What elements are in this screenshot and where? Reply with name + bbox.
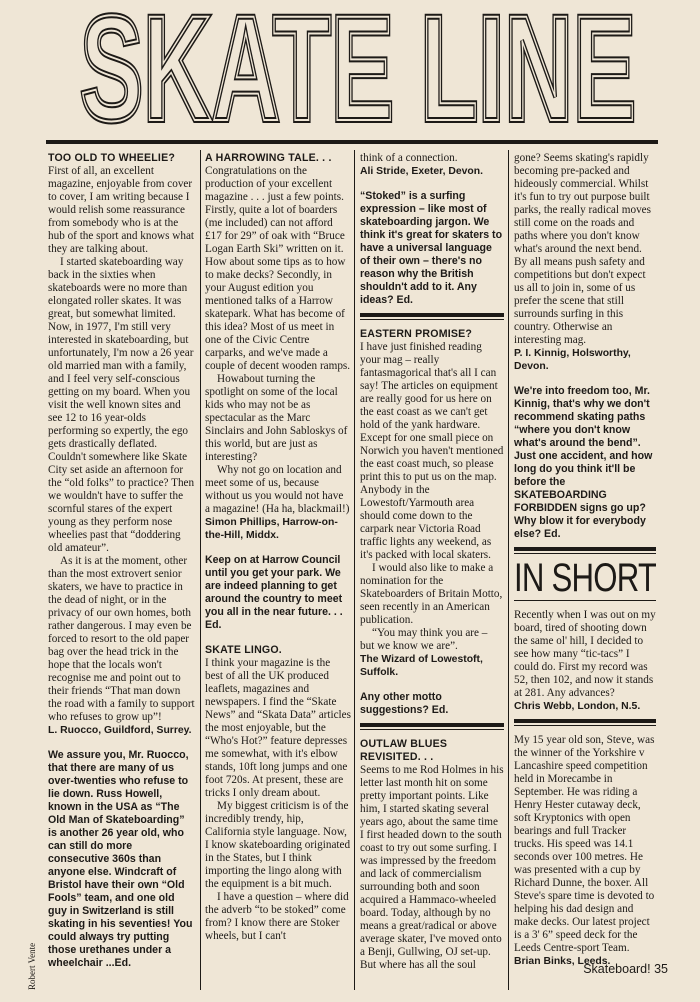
section-rule (360, 313, 504, 317)
letter-signature: L. Ruocco, Guildford, Surrey. (48, 725, 192, 736)
letter-body: Seems to me Rod Holmes in his letter last month hit on some pretty important points. Like him, I started skating several years ago, about the same time I first headed down to the south coast to try out some surfing. I was impressed by the freedom and lack of commercialism surrounding both and soon acquired a Hammaco-wheeled board. Today, although by no means a great/radical or above average skater, I've moved onto a Benji, Gullwing, OJ set-up. But where has all the soul (360, 764, 504, 971)
letter-body: gone? Seems skating's rapidly becoming pre-packed and hideously commercial. Whilst it's fun to try out purpose built parks, the really radical moves still come on the roads and paths where you don't know what's around the next bend. By all means push safety and competitions but don't expect us all to join in, some of us prefer the scene that still surrounds surfing in this country. Otherwise an interesting mag. (514, 152, 651, 346)
editor-reply: Any other motto suggestions? Ed. (360, 691, 449, 716)
letter-body: Why not go on location and meet some of us, because without us you would not have a magazine! (Ha ha, blackmail!) (205, 464, 350, 515)
top-rule (46, 140, 658, 144)
letter-body: Recently when I was out on my board, tired of shooting down the same ol' hill, I decided to see how many “tic-tacs” I could do. First my record was 52, then 102, and now it stands at 281. Any advances? (514, 609, 656, 699)
credit-text: Robert Vente (27, 942, 37, 990)
letter-body: Congratulations on the production of your excellent magazine . . . just a few points. Firstly, quite a lot of boarders (me included) can not afford £17 for 29” of oak with “Bruce Logan Earth Ski” written on it. How about some tips as to how to make decks? Secondly, in your August edition you mentioned talks of a Harrow skatepark. What has become of this idea? Most of us meet in one of the Civic Centre carparks, and we've made a couple of decent wooden ramps. (205, 165, 351, 372)
letter-body: I have a question – where did the adverb “to be stoked” come from? I know there are Stoker wheels, but I can't (205, 891, 349, 942)
section-rule (514, 719, 656, 723)
letter-body: I think your magazine is the best of all the UK produced leaflets, magazines and newspapers. I find the “Skate News” and “Skata Data” articles the most enjoyable, but the “Who's Hot?” feature depresses me somewhat, with it's elbow stands, 10ft long jumps and one foot 720s. At present, these are tricks I only dream about. (205, 657, 351, 799)
section-rule-thin (360, 319, 504, 320)
column-2 (205, 152, 351, 987)
letter-body: My biggest criticism is of the incredibly trendy, hip, California style language. Now, I know skateboarding originated in the States, but I think importing the lingo along with the equipment is a bit much. (205, 800, 351, 890)
letter-heading: A HARROWING TALE. . . (205, 152, 332, 164)
section-rule-thin (514, 553, 656, 554)
letter-heading: EASTERN PROMISE? (360, 328, 473, 340)
in-short-heading: IN SHORT (514, 556, 656, 600)
letter-body: I have just finished reading your mag – really fantasmagorical that's all I can say! The articles on equipment are really good for us here on the east coast as we can't get hold of the yank hardware. Except for one small piece on Norwich you haven't mentioned the east coast much, so please print this to put us on the map. Anybody in the Lowestoft/Yarmouth area should come down to the carpark near Victoria Road traffic lights any weekend, as it's packed with local skaters. (360, 341, 504, 561)
section-rule-thin (514, 725, 656, 726)
letter-signature: Chris Webb, London, N.5. (514, 701, 641, 712)
column-4 (514, 152, 656, 987)
column-3 (360, 152, 504, 987)
masthead-text: SKATE LINE (80, 8, 636, 130)
section-rule (360, 723, 504, 727)
section-rule (514, 547, 656, 551)
letter-body: First of all, an excellent magazine, enjoyable from cover to cover, I am writing because I would relish some reassurance from somebody who is at the hub of the sport and knows what they are talking about. (48, 165, 195, 255)
letter-body: think of a connection. (360, 152, 458, 164)
letter-body: I would also like to make a nomination for the Skateboarders of Britain Motto, seen recently in an American publication. (360, 562, 503, 626)
letter-heading: SKATE LINGO. (205, 644, 282, 656)
letter-signature: Simon Phillips, Harrow-on-the-Hill, Middx. (205, 517, 338, 541)
letter-body: Howabout turning the spotlight on some of the local kids who may not be as spectacular as the Marc Sinclairs and John Sabloskys of this world, but are just as interesting? (205, 373, 348, 463)
column-1 (48, 152, 196, 987)
editor-reply: “Stoked” is a surfing expression – like most of skateboarding jargon. We think it's great for skaters to have a universal language of their own – there's no reason why the British shouldn't add to it. Any ideas? Ed. (360, 190, 503, 306)
editor-reply: We're into freedom too, Mr. Kinnig, that's why we don't recommend skating paths “where you don't know what's around the bend”. Just one accident, and how long do you think it'll be before the SKATEBOARDING FORBIDDEN signs go up? Why blow it for everybody else? Ed. (514, 385, 653, 540)
column-divider (508, 150, 509, 990)
letter-signature: Ali Stride, Exeter, Devon. (360, 166, 483, 177)
column-divider (200, 150, 201, 990)
letter-body: My 15 year old son, Steve, was the winner of the Yorkshire v Lancashire speed competition held in Morecambe in September. He was riding a Henry Hester cutaway deck, soft Kryptonics with open bearings and full Tracker trucks. His speed was 14.1 seconds over 100 metres. He was presented with a cup by Richard Dunne, the boxer. All Steve's spare time is devoted to helping his dad design and make decks. Our latest project is a 3' 6” speed deck for the Leeds Centre-sport Team. (514, 734, 655, 954)
letter-body: I started skateboarding way back in the sixties when skateboards were no more than elongated roller skates. It was great, but somewhat limited. Now, in 1977, I'm still very interested in skateboarding, but unfortunately, I'm now a 26 year old married man with a family, and I feel very self-conscious getting on my board. When you visit the well known sites and see 12 to 16 year-olds performing so expertly, the ego gets drastically deflated. Couldn't somewhere like Skate City set aside an afternoon for the “old folks” to practice? Then we wouldn't have to suffer the scornful stares of the expert young as they perform nose wheelies past that “doddering old amateur”. (48, 256, 195, 554)
photo-credit (27, 910, 41, 990)
column-divider (354, 150, 355, 990)
letter-heading: TOO OLD TO WHEELIE? (48, 152, 176, 164)
editor-reply: Keep on at Harrow Council until you get your park. We are indeed planning to get around the country to meet you all in the near future. . . Ed. (205, 554, 343, 631)
letter-signature: Brian Binks, Leeds. (514, 956, 611, 967)
section-rule-thin (360, 729, 504, 730)
section-rule-thin (514, 600, 656, 601)
letter-body: “You may think you are – but we know we are”. (360, 627, 488, 652)
page-folio: Skateboard! 35 (583, 962, 668, 976)
editor-reply: We assure you, Mr. Ruocco, that there are many of us over-twenties who refuse to lie down. Russ Howell, known in the USA as “The Old Man of Skateboarding” is another 26 year old, who can still do more consecutive 360s than anyone else. Windcraft of Bristol have their own “Old Fools” team, and one old guy in Switzerland is still skating in his seventies! You could always try putting those urethanes under a wheelchair ...Ed. (48, 749, 193, 969)
svg-text:SKATE LINE: SKATE LINE (80, 8, 636, 130)
letter-signature: The Wizard of Lowestoft, Suffolk. (360, 654, 483, 678)
letter-signature: P. I. Kinnig, Holsworthy, Devon. (514, 348, 631, 372)
masthead-title (78, 8, 638, 130)
letter-heading: OUTLAW BLUES REVISITED. . . (360, 738, 448, 763)
letter-body: As it is at the moment, other than the most extrovert senior skaters, we have to practice in the dead of night, or in the privacy of our own homes, both rather dangerous. I may even be forced to resort to the old paper bag over the head trick in the hope that the locals won't recognise me and point out to their friends “That man down the road with a family to support who refuses to grow up”! (48, 555, 195, 723)
